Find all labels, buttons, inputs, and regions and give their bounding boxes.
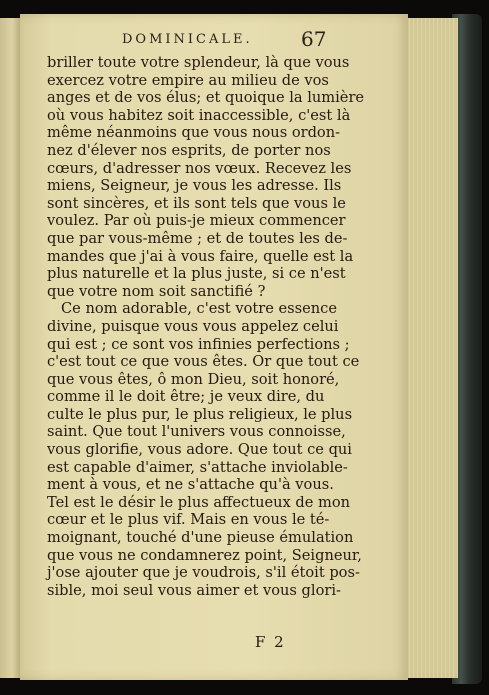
- text-line: c'est tout ce que vous êtes. Or que tout ce: [47, 353, 360, 371]
- text-line: cœurs, d'adresser nos vœux. Recevez les: [47, 159, 352, 177]
- text-line: Ce nom adorable, c'est votre essence: [61, 300, 337, 318]
- text-line: j'ose ajouter que je voudrois, s'il étoit pos-: [47, 564, 360, 582]
- text-line: qui est ; ce sont vos infinies perfections ;: [47, 335, 350, 353]
- text-line: même néanmoins que vous nous ordon-: [47, 124, 341, 142]
- signature-mark: F 2: [255, 633, 286, 651]
- text-line: nez d'élever nos esprits, de porter nos: [47, 141, 331, 159]
- text-line: comme il le doit être; je veux dire, du: [47, 388, 325, 406]
- text-line: mandes que j'ai à vous faire, quelle est la: [47, 247, 354, 265]
- text-line: culte le plus pur, le plus religieux, le plus: [47, 405, 353, 423]
- text-line: anges et de vos élus; et quoique la lumière: [47, 89, 365, 107]
- text-line: est capable d'aimer, s'attache inviolable-: [47, 458, 348, 476]
- text-line: que votre nom soit sanctifié ?: [47, 282, 266, 300]
- text-line: voulez. Par où puis-je mieux commencer: [47, 212, 346, 230]
- text-line: Tel est le désir le plus affectueux de mon: [47, 493, 351, 511]
- text-line: saint. Que tout l'univers vous connoisse,: [47, 423, 346, 441]
- text-line: exercez votre empire au milieu de vos: [47, 71, 329, 89]
- text-line: moignant, touché d'une pieuse émulation: [47, 529, 354, 547]
- body-text: [47, 54, 365, 599]
- text-line: vous glorifie, vous adore. Que tout ce qui: [47, 441, 352, 459]
- text-line: sont sincères, et ils sont tels que vous le: [47, 194, 346, 212]
- text-line: où vous habitez soit inaccessible, c'est là: [47, 106, 351, 124]
- text-line: cœur et le plus vif. Mais en vous le té-: [47, 511, 330, 529]
- page-fore-edge: [405, 18, 458, 678]
- text-line: sible, moi seul vous aimer et vous glori-: [47, 581, 341, 599]
- text-line: divine, puisque vous vous appelez celui: [47, 317, 339, 335]
- text-line: miens, Seigneur, je vous les adresse. Ils: [47, 177, 342, 195]
- text-line: que vous êtes, ô mon Dieu, soit honoré,: [47, 370, 340, 388]
- text-line: que par vous-même ; et de toutes les de-: [47, 229, 348, 247]
- running-head: DOMINICALE.: [122, 32, 253, 47]
- page-number: 67: [301, 27, 327, 51]
- text-line: que vous ne condamnerez point, Seigneur,: [47, 546, 362, 564]
- previous-page-edge: [0, 18, 21, 678]
- text-line: briller toute votre splendeur, là que vous: [47, 54, 350, 71]
- text-line: plus naturelle et la plus juste, si ce n'est: [47, 265, 346, 283]
- text-line: ment à vous, et ne s'attache qu'à vous.: [47, 476, 334, 494]
